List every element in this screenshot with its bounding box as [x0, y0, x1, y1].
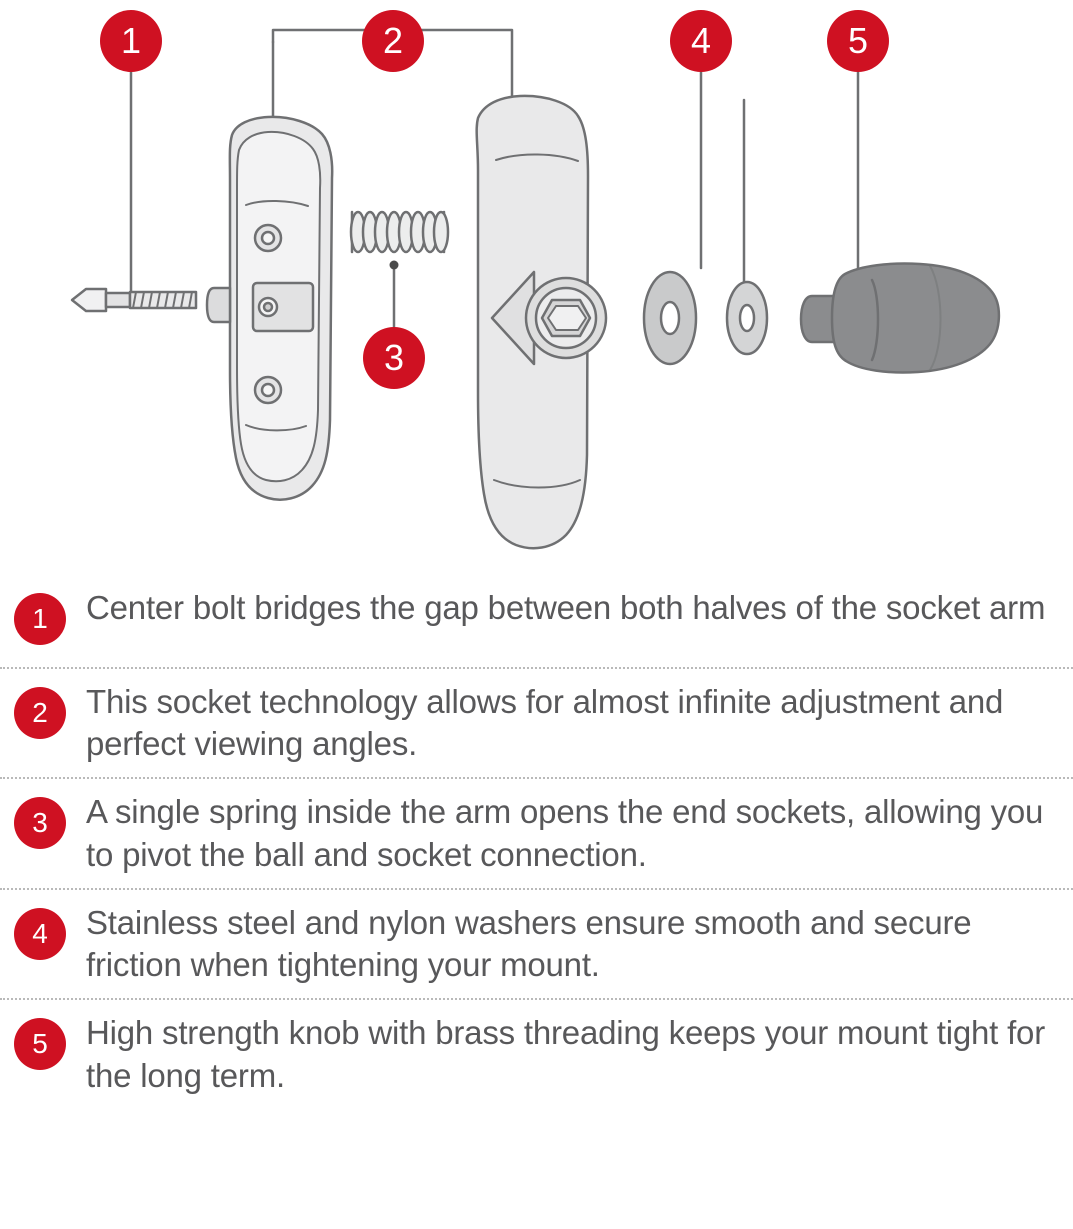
part-knob: [801, 263, 999, 372]
part-washer-steel: [644, 272, 696, 364]
callout-badge-4: 4: [670, 10, 732, 72]
legend-number-1: 1: [14, 593, 66, 645]
part-socket-arm-left: [207, 117, 332, 500]
callout-badge-1: 1: [100, 10, 162, 72]
callout-badge-2: 2: [362, 10, 424, 72]
legend-item-1: [0, 575, 1073, 669]
part-spring: [351, 212, 448, 252]
legend-item-2: [0, 669, 1073, 779]
leader-line-1: [106, 72, 131, 300]
part-socket-arm-right: [477, 96, 606, 548]
part-washer-nylon: [727, 282, 767, 354]
legend-item-5: [0, 1000, 1073, 1108]
legend-text-1: Center bolt bridges the gap between both halves of the socket arm: [86, 589, 1046, 626]
legend-text-3: A single spring inside the arm opens the end sockets, allowing you to pivot the ball and socket connection.: [86, 793, 1044, 873]
legend-number-2: 2: [14, 687, 66, 739]
legend-list: [0, 575, 1073, 1109]
callout-badge-3: 3: [363, 327, 425, 389]
callout-badge-5: 5: [827, 10, 889, 72]
legend-text-5: High strength knob with brass threading keeps your mount tight for the long term.: [86, 1014, 1045, 1094]
legend-text-4: Stainless steel and nylon washers ensure smooth and secure friction when tightening your mount.: [86, 903, 972, 984]
exploded-diagram: [0, 0, 1073, 575]
legend-text-2: This socket technology allows for almost infinite adjustment and perfect viewing angles.: [86, 683, 1004, 763]
legend-number-3: 3: [14, 797, 66, 849]
legend-number-4: 4: [14, 908, 66, 960]
legend-item-3: [0, 779, 1073, 889]
part-center-bolt: [72, 289, 196, 311]
leader-dot-3: [390, 261, 399, 270]
diagram-graphic: [0, 0, 1073, 575]
legend-item-4: [0, 890, 1073, 1000]
legend-number-5: 5: [14, 1018, 66, 1070]
